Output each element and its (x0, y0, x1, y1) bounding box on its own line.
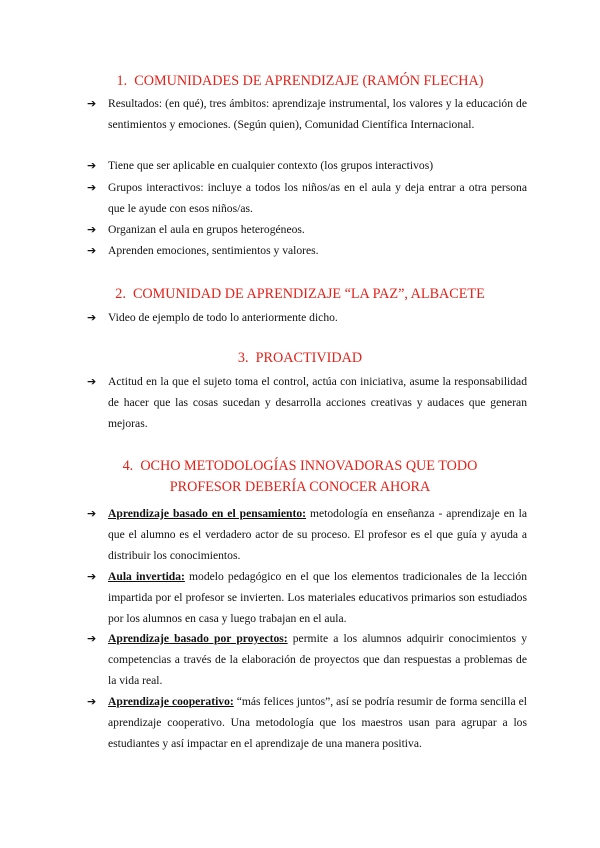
methodology-term: Aprendizaje cooperativo: (108, 695, 234, 708)
section-1-title: COMUNIDADES DE APRENDIZAJE (RAMÓN FLECHA) (134, 73, 484, 89)
list-item (87, 155, 527, 176)
arrow-bullet-icon: ➔ (87, 181, 97, 194)
methodology-term: Aprendizaje basado en el pensamiento: (108, 507, 306, 520)
list-item-text (108, 503, 527, 566)
section-4-number: 4. (122, 458, 134, 474)
list-item (87, 628, 527, 691)
arrow-bullet-icon: ➔ (87, 159, 97, 172)
arrow-bullet-icon: ➔ (87, 375, 97, 388)
list-item (87, 93, 527, 135)
list-item-text (108, 566, 527, 629)
list-item (87, 566, 527, 629)
section-3-title: PROACTIVIDAD (255, 350, 363, 366)
list-item-text (108, 691, 527, 754)
methodology-term: Aprendizaje basado por proyectos: (108, 632, 288, 645)
arrow-bullet-icon: ➔ (87, 97, 97, 110)
list-item (87, 219, 527, 240)
list-item-text: Actitud en la que el sujeto toma el control, actúa con iniciativa, asume la responsabilidad de hacer que las cosas sucedan y desarrolla acciones creativas y audaces que generan mejoras. (108, 375, 527, 430)
section-4-heading (90, 456, 510, 498)
section-2-number: 2. (115, 286, 126, 302)
methodology-description: metodología en enseñanza - aprendizaje en la que el alumno es el verdadero actor de su proceso. El profesor es el que guía y ayuda a distribuir los conocimientos. (108, 507, 527, 562)
arrow-bullet-icon: ➔ (87, 244, 97, 257)
arrow-bullet-icon: ➔ (87, 632, 97, 645)
section-2-heading (90, 284, 510, 305)
methodology-term: Aula invertida: (108, 570, 185, 583)
section-3-heading (90, 348, 510, 369)
list-item (87, 307, 527, 328)
section-1-number: 1. (116, 73, 128, 89)
methodology-description: “más felices juntos”, así se podría resumir de forma sencilla el aprendizaje cooperativo. Una metodología que los maestros usan para agrupar a los estudiantes y así impactar en el aprendizaje de una manera positiva. (108, 695, 527, 750)
arrow-bullet-icon: ➔ (87, 695, 97, 708)
list-item-text: Resultados: (en qué), tres ámbitos: aprendizaje instrumental, los valores y la educación de sentimientos y emociones. (Según quien), Comunidad Científica Internacional. (108, 97, 527, 131)
list-item (87, 177, 527, 219)
list-item (87, 240, 527, 261)
list-item-text: Organizan el aula en grupos heterogéneos. (108, 223, 305, 236)
methodology-description: modelo pedagógico en el que los elementos tradicionales de la lección impartida por el profesor se invierten. Los materiales educativos primarios son estudiados por los alumnos en casa y luego trabajan en el aula. (108, 570, 527, 625)
list-item (87, 691, 527, 754)
section-2-title: COMUNIDAD DE APRENDIZAJE “LA PAZ”, ALBACETE (132, 286, 485, 302)
section-3-number: 3. (237, 350, 249, 366)
list-item-text: Video de ejemplo de todo lo anteriormente dicho. (108, 311, 338, 324)
list-item-text: Tiene que ser aplicable en cualquier contexto (los grupos interactivos) (108, 159, 434, 172)
list-item-text: Grupos interactivos: incluye a todos los niños/as en el aula y deja entrar a otra persona que le ayude con esos niños/as. (108, 181, 527, 215)
arrow-bullet-icon: ➔ (87, 570, 97, 583)
arrow-bullet-icon: ➔ (87, 311, 97, 324)
methodology-description: permite a los alumnos adquirir conocimientos y competencias a través de la elaboración de proyectos que dan respuestas a problemas de la vida real. (108, 632, 527, 687)
list-item-text: Aprenden emociones, sentimientos y valores. (108, 244, 319, 257)
list-item-text (108, 628, 527, 691)
arrow-bullet-icon: ➔ (87, 223, 97, 236)
list-item (87, 371, 527, 434)
section-4-title: OCHO METODOLOGÍAS INNOVADORAS QUE TODO PROFESOR DEBERÍA CONOCER AHORA (140, 458, 478, 495)
list-item (87, 503, 527, 566)
section-1-heading (90, 71, 510, 92)
arrow-bullet-icon: ➔ (87, 507, 97, 520)
